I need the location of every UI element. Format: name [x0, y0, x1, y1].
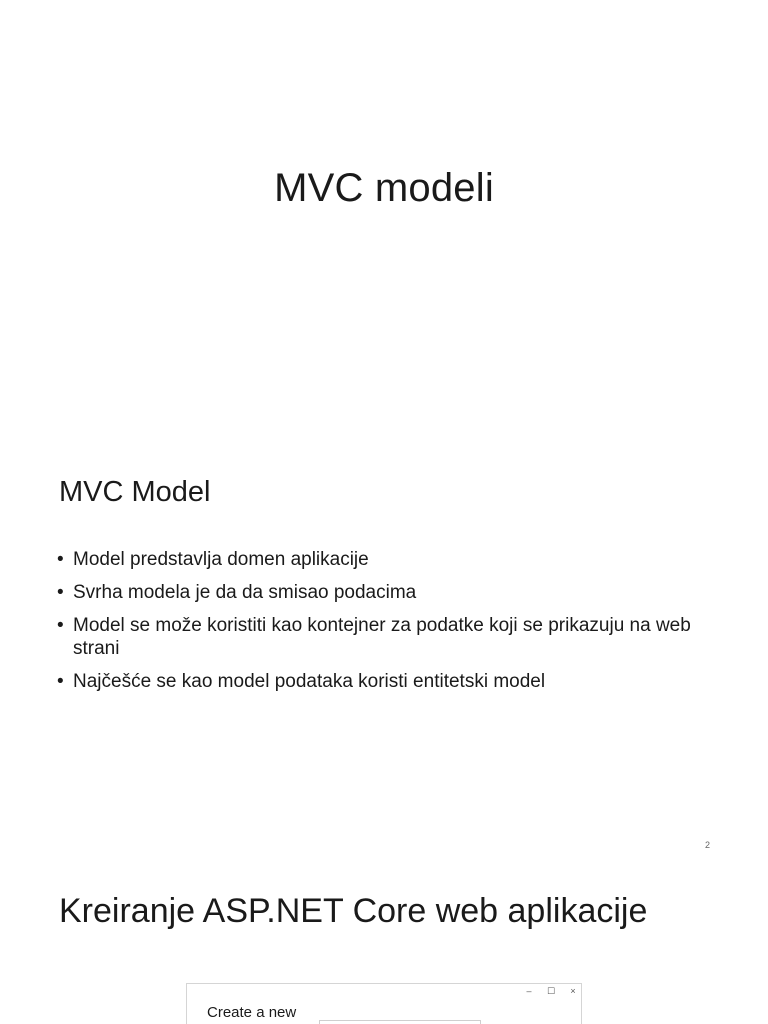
- list-item: [57, 548, 717, 571]
- bullet-icon: •: [57, 549, 64, 570]
- bullet-icon: •: [57, 615, 64, 636]
- bullet-text: Najčešće se kao model podataka koristi entitetski model: [73, 671, 546, 692]
- list-item: [57, 670, 717, 693]
- maximize-icon[interactable]: ☐: [547, 986, 556, 996]
- slide-heading: MVC Model: [59, 476, 211, 508]
- list-item: [57, 614, 717, 660]
- search-input[interactable]: [319, 1020, 481, 1024]
- list-item: [57, 581, 717, 604]
- bullet-text: Model se može koristiti kao kontejner za podatke koji se prikazuju na web strani: [73, 615, 691, 659]
- bullet-text: Model predstavlja domen aplikacije: [73, 549, 369, 570]
- presentation-title: MVC modeli: [274, 166, 494, 210]
- bullet-icon: •: [57, 671, 64, 692]
- slide-heading: Kreiranje ASP.NET Core web aplikacije: [59, 892, 648, 930]
- window-controls: [525, 986, 577, 997]
- page-number: 2: [704, 840, 710, 850]
- slide-create-app: [0, 864, 768, 1024]
- dialog-title: Create a new: [207, 1004, 297, 1021]
- bullet-list: [57, 548, 717, 703]
- bullet-icon: •: [57, 582, 64, 603]
- slide-title: [0, 0, 768, 432]
- slide-mvc-model: [0, 432, 768, 864]
- dialog-screenshot: [186, 983, 582, 1024]
- close-icon[interactable]: ×: [570, 986, 576, 996]
- bullet-text: Svrha modela je da da smisao podacima: [73, 582, 417, 603]
- minimize-icon[interactable]: –: [526, 986, 532, 996]
